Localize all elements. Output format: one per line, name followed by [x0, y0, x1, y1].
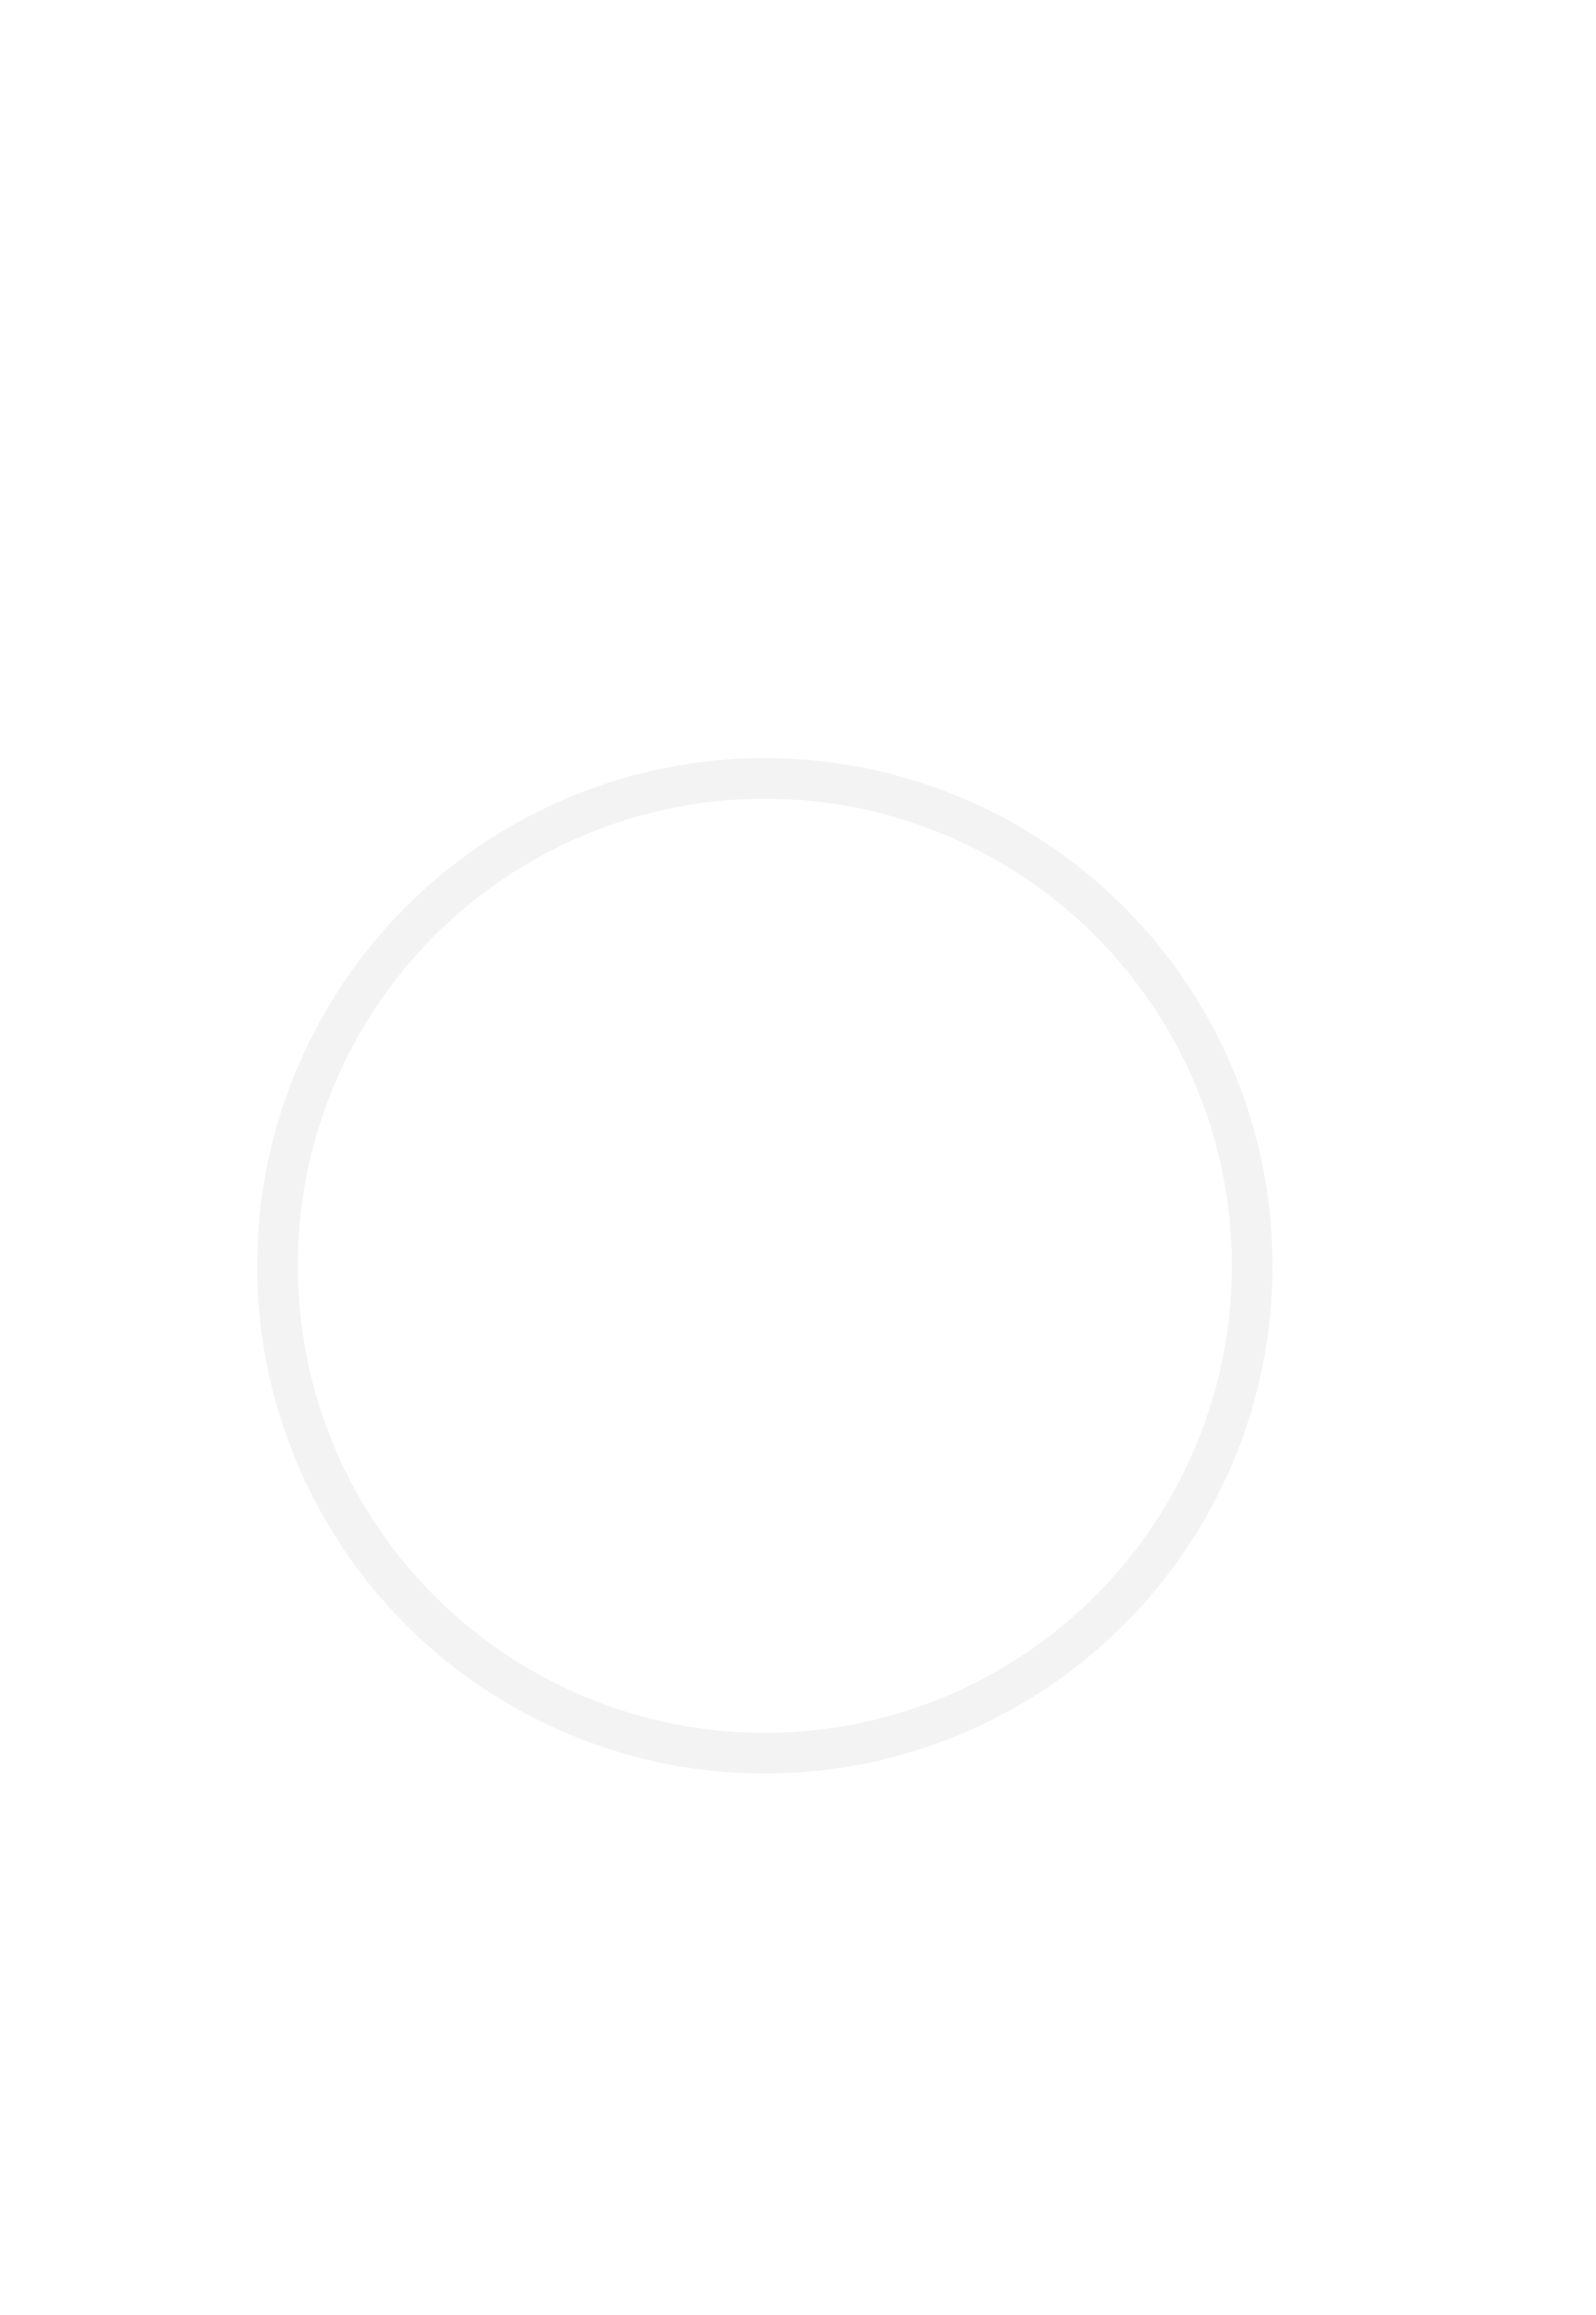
- top-sheet: [42, 125, 1550, 1113]
- bottom-sheet: [42, 1236, 1550, 2184]
